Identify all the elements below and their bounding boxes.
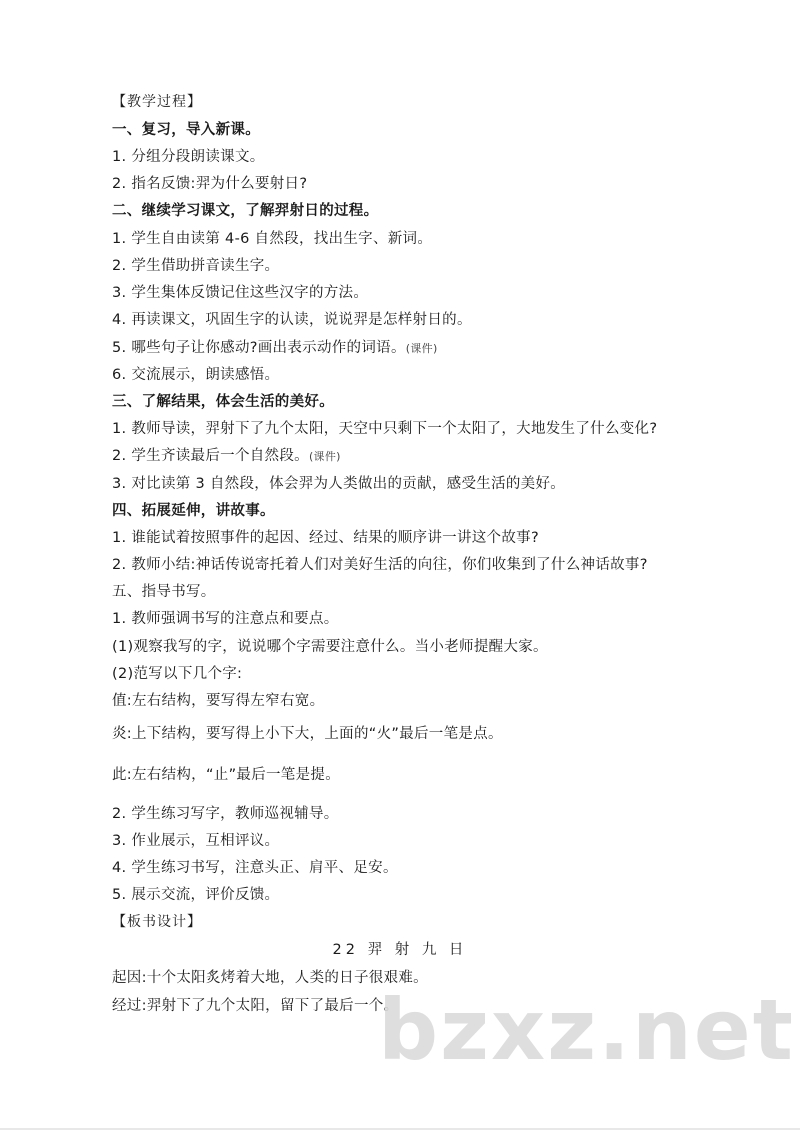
list-item: 1. 教师导读，羿射下了九个太阳，天空中只剩下一个太阳了，大地发生了什么变化?: [112, 421, 658, 437]
courseware-note: (课件): [405, 342, 438, 355]
list-item: 4. 学生练习书写，注意头正、肩平、足安。: [112, 860, 398, 876]
heading-review: 一、复习，导入新课。: [112, 122, 260, 138]
list-item: 2. 指名反馈:羿为什么要射日?: [112, 176, 308, 192]
section-board-design: 【板书设计】: [112, 914, 202, 930]
list-item: 3. 对比读第 3 自然段，体会羿为人类做出的贡献，感受生活的美好。: [112, 476, 566, 492]
courseware-note: (课件): [308, 450, 341, 463]
list-item: (1)观察我写的字，说说哪个字需要注意什么。当小老师提醒大家。: [112, 639, 548, 655]
list-item: 炎:上下结构，要写得上小下大，上面的“火”最后一笔是点。: [112, 726, 503, 742]
list-item: [112, 446, 341, 467]
page-bottom-edge: [0, 1128, 800, 1130]
heading-result: 三、了解结果，体会生活的美好。: [112, 394, 334, 410]
list-item-text: 5. 哪些句子让你感动?画出表示动作的词语。: [112, 340, 406, 356]
list-item: 此:左右结构，“止”最后一笔是提。: [112, 767, 341, 783]
section-teaching-process: 【教学过程】: [112, 94, 202, 110]
list-item-text: 2. 学生齐读最后一个自然段。: [112, 448, 309, 464]
list-item: 2. 学生练习写字，教师巡视辅导。: [112, 806, 339, 822]
list-item: 起因:十个太阳炙烤着大地，人类的日子很艰难。: [112, 970, 428, 986]
list-item: (2)范写以下几个字:: [112, 666, 243, 682]
heading-extension: 四、拓展延伸，讲故事。: [112, 503, 275, 519]
list-item: 1. 教师强调书写的注意点和要点。: [112, 611, 339, 627]
watermark: bzxz.net: [378, 981, 795, 1079]
list-item: 1. 分组分段朗读课文。: [112, 149, 265, 165]
list-item: 3. 作业展示，互相评议。: [112, 833, 280, 849]
list-item: 4. 再读课文，巩固生字的认读，说说羿是怎样射日的。: [112, 312, 472, 328]
list-item: 2. 教师小结:神话传说寄托着人们对美好生活的向往，你们收集到了什么神话故事?: [112, 557, 648, 573]
heading-writing-guide: 五、指导书写。: [112, 584, 216, 600]
heading-continue-study: 二、继续学习课文，了解羿射日的过程。: [112, 203, 379, 219]
list-item: [112, 338, 438, 359]
list-item: 6. 交流展示，朗读感悟。: [112, 367, 280, 383]
list-item: 1. 学生自由读第 4-6 自然段，找出生字、新词。: [112, 231, 433, 247]
list-item: 5. 展示交流，评价反馈。: [112, 887, 280, 903]
list-item: 经过:羿射下了九个太阳，留下了最后一个。: [112, 998, 399, 1014]
list-item: 值:左右结构，要写得左窄右宽。: [112, 693, 325, 709]
list-item: 1. 谁能试着按照事件的起因、经过、结果的顺序讲一讲这个故事?: [112, 530, 539, 546]
list-item: 3. 学生集体反馈记住这些汉字的方法。: [112, 285, 369, 301]
list-item: 2. 学生借助拼音读生字。: [112, 258, 280, 274]
board-title: 22 羿 射 九 日: [332, 942, 468, 958]
